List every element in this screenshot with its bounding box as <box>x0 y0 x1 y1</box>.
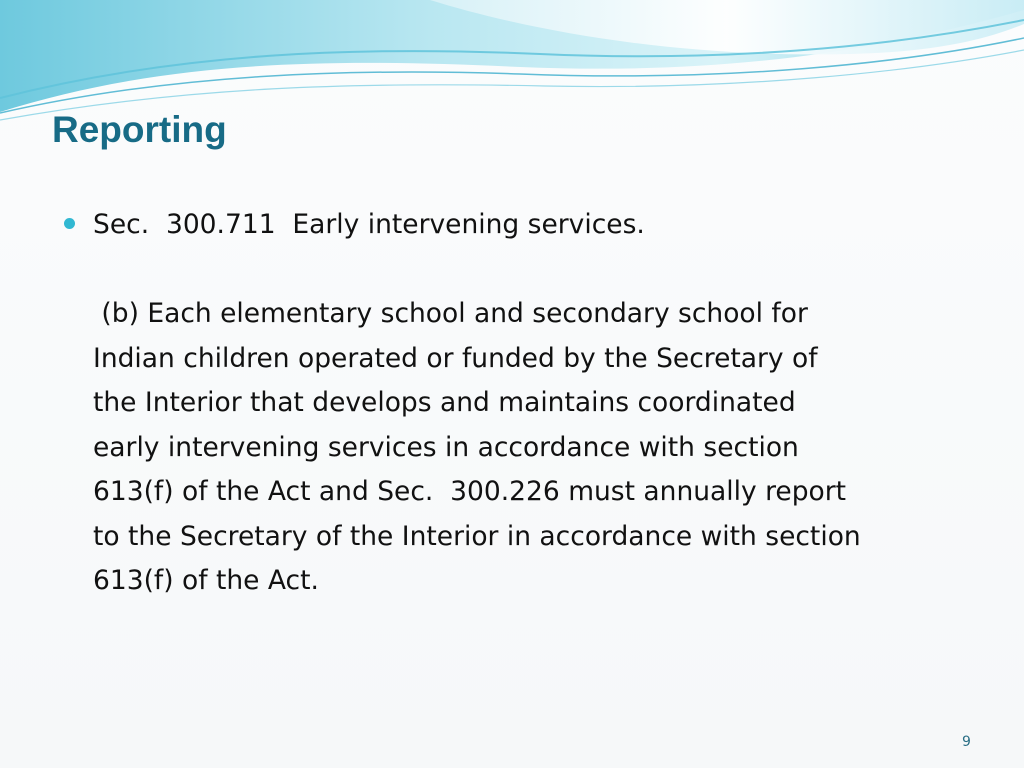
slide-content <box>64 203 984 604</box>
slide-title: Reporting <box>52 109 227 150</box>
page-number: 9 <box>962 734 971 750</box>
bullet-text: Sec. 300.711 Early intervening services. (b) Each elementary school and secondary school for Indian children operated or funded by the Secretary of the Interior that develops and maintains coordinated early intervening services in accordance with section 613(f) of the Act and Sec. 300.226 must annually report to the Secretary of the Interior in accordance with section 613(f) of the Act. <box>93 209 861 596</box>
bullet-dot-icon <box>64 218 75 229</box>
bullet-item <box>64 203 984 604</box>
